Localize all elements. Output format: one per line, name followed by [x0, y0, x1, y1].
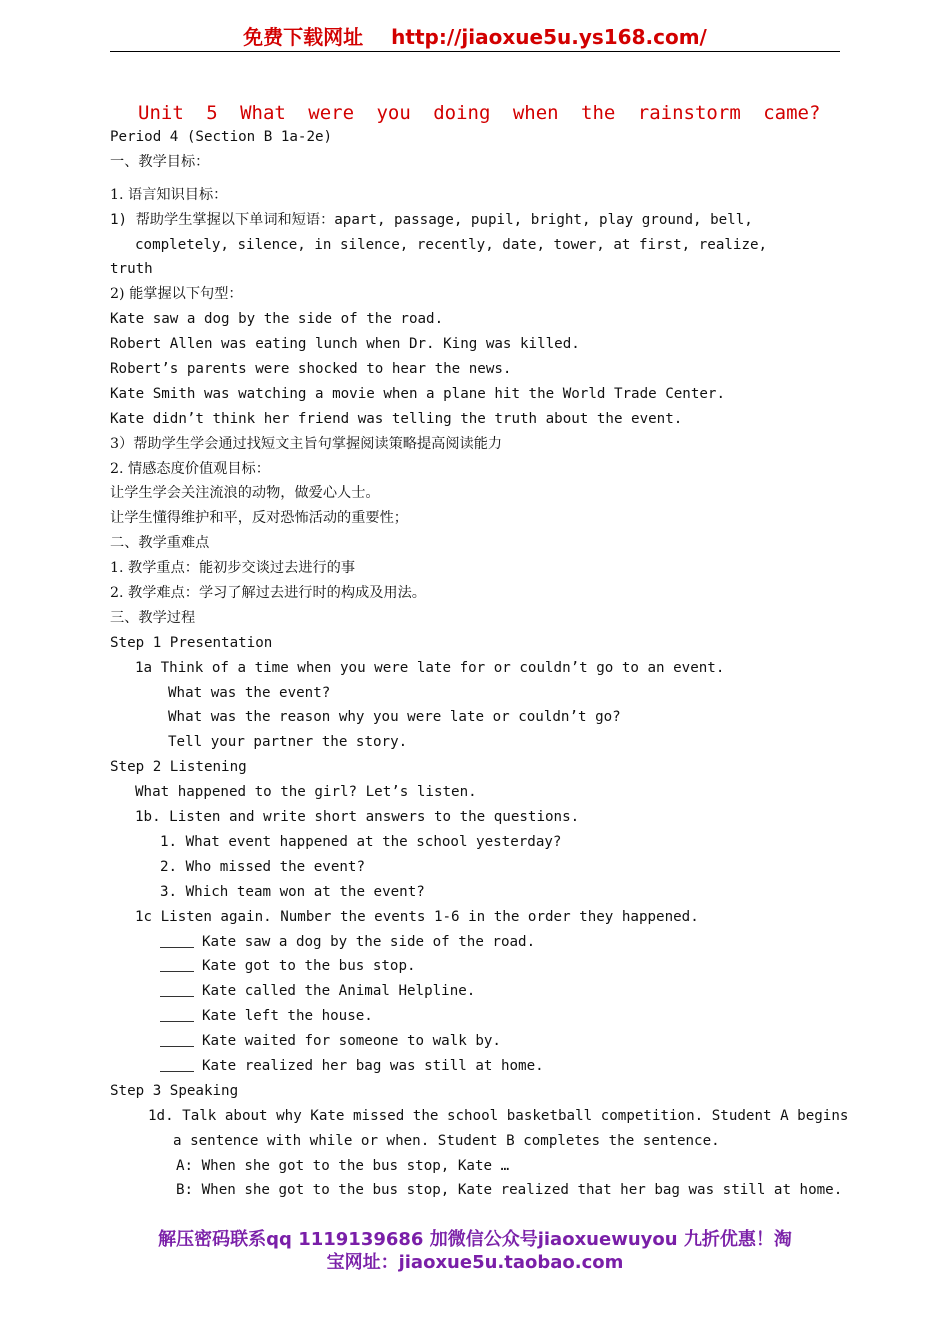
sentence-item: Robert’s parents were shocked to hear the news.: [110, 361, 512, 378]
task-1a: 1a Think of a time when you were late for or couldn’t go to an event.: [135, 659, 725, 676]
goal-vocabulary: 1) 帮助学生掌握以下单词和短语：apart, passage, pupil, bright, play ground, bell,: [110, 211, 753, 228]
goal-vocabulary-cont: completely, silence, in silence, recently, date, tower, at first, realize,: [135, 236, 768, 253]
event-text: Kate called the Animal Helpline.: [202, 983, 476, 1000]
dialogue-line-b: B: When she got to the bus stop, Kate realized that her bag was still at home.: [176, 1182, 843, 1199]
task-1d: 1d. Talk about why Kate missed the school basketball competition. Student A begins: [148, 1107, 849, 1124]
event-item: [110, 1054, 840, 1079]
answer-blank[interactable]: [160, 957, 194, 972]
task-1b-question: 2. Who missed the event?: [160, 858, 365, 875]
listening-intro: What happened to the girl? Let’s listen.: [135, 784, 477, 801]
answer-blank[interactable]: [160, 982, 194, 997]
task-1d-cont: a sentence with while or when. Student B completes the sentence.: [173, 1132, 720, 1149]
step-heading: Step 3 Speaking: [110, 1082, 239, 1099]
period-line: Period 4 (Section B 1a-2e): [110, 129, 333, 145]
unit-title: Unit 5 What were you doing when the rainstorm came?: [138, 102, 821, 124]
answer-blank[interactable]: [160, 1032, 194, 1047]
footer-shop-url[interactable]: 宝网址：jiaoxue5u.taobao.com: [326, 1252, 624, 1273]
event-item: [110, 930, 840, 955]
sentence-item: Robert Allen was eating lunch when Dr. King was killed.: [110, 336, 580, 353]
page-header: [0, 22, 950, 52]
task-1b: 1b. Listen and write short answers to the questions.: [135, 809, 580, 826]
event-item: [110, 979, 840, 1004]
header-url[interactable]: http://jiaoxue5u.ys168.com/: [391, 25, 707, 49]
footer-contact: 解压密码联系qq 1119139686 加微信公众号jiaoxuewuyou 九折优惠！淘: [158, 1229, 792, 1250]
answer-blank[interactable]: [160, 1057, 194, 1072]
key-point: 1. 教学重点：能初步交谈过去进行的事: [110, 560, 356, 577]
task-1a-question: Tell your partner the story.: [168, 734, 408, 751]
task-1c: 1c Listen again. Number the events 1-6 in the order they happened.: [135, 908, 699, 925]
dialogue-line-a: A: When she got to the bus stop, Kate …: [176, 1157, 510, 1174]
section-teaching-goals: 一、教学目标：: [110, 153, 210, 170]
sentence-item: Kate saw a dog by the side of the road.: [110, 311, 444, 328]
answer-blank[interactable]: [160, 933, 194, 948]
lesson-content: [110, 125, 849, 1203]
step-heading: Step 1 Presentation: [110, 634, 273, 651]
event-item: [110, 954, 840, 979]
task-1b-question: 1. What event happened at the school yesterday?: [160, 833, 562, 850]
event-text: Kate waited for someone to walk by.: [202, 1033, 501, 1050]
answer-blank[interactable]: [160, 1007, 194, 1022]
event-item: [110, 1004, 840, 1029]
difficult-point: 2. 教学难点：学习了解过去进行时的构成及用法。: [110, 585, 426, 602]
attitude-item: 让学生懂得维护和平，反对恐怖活动的重要性；: [110, 510, 408, 527]
section-key-points: 二、教学重难点: [110, 535, 210, 552]
goal-sentences: 2) 能掌握以下句型：: [110, 286, 243, 303]
sentence-item: Kate didn’t think her friend was telling the truth about the event.: [110, 410, 683, 427]
event-item: [110, 1029, 840, 1054]
sentence-item: Kate Smith was watching a movie when a plane hit the World Trade Center.: [110, 385, 725, 402]
event-text: Kate got to the bus stop.: [202, 958, 416, 975]
step-heading: Step 2 Listening: [110, 759, 247, 776]
header-label: 免费下载网址: [243, 25, 364, 49]
section-teaching-process: 三、教学过程: [110, 609, 196, 626]
goal-language-knowledge: 1. 语言知识目标：: [110, 186, 228, 203]
goal-attitude: 2. 情感态度价值观目标：: [110, 460, 270, 477]
event-text: Kate realized her bag was still at home.: [202, 1057, 544, 1074]
goal-reading-strategy: 3）帮助学生学会通过找短文主旨句掌握阅读策略提高阅读能力: [110, 435, 503, 452]
header-divider: [110, 51, 840, 52]
goal-vocabulary-end: truth: [110, 261, 153, 278]
attitude-item: 让学生学会关注流浪的动物，做爱心人士。: [110, 485, 380, 502]
task-1b-question: 3. Which team won at the event?: [160, 883, 425, 900]
page-footer: [100, 1228, 850, 1274]
task-1a-question: What was the event?: [168, 684, 331, 701]
event-text: Kate saw a dog by the side of the road.: [202, 933, 536, 950]
task-1a-question: What was the reason why you were late or couldn’t go?: [168, 709, 621, 726]
event-text: Kate left the house.: [202, 1008, 373, 1025]
